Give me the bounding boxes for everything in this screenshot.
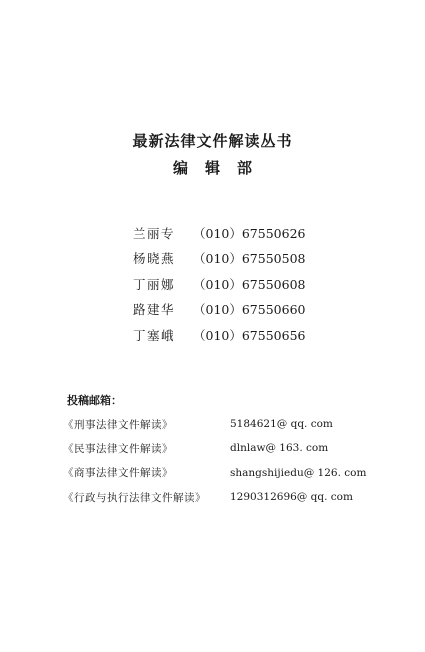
editor-contact-row xyxy=(133,271,393,297)
book-title: 《刑事法律文件解读》 xyxy=(63,418,173,431)
submission-email-row xyxy=(63,485,403,509)
series-title: 最新法律文件解读丛书 xyxy=(132,132,293,150)
editor-contact-row xyxy=(133,246,393,272)
book-title: 《民事法律文件解读》 xyxy=(63,442,173,455)
editor-phone: （010）67550660 xyxy=(193,302,306,318)
editor-name: 杨晓燕 xyxy=(133,251,176,267)
book-title: 《行政与执行法律文件解读》 xyxy=(63,491,206,504)
editor-phone: （010）67550626 xyxy=(193,225,306,241)
editor-contact-row xyxy=(133,220,393,246)
editor-phone: （010）67550656 xyxy=(193,327,306,343)
editor-contact-row xyxy=(133,297,393,323)
submission-email-address: shangshijiedu@ 126. com xyxy=(230,466,367,479)
submission-email-address: 1290312696@ qq. com xyxy=(230,491,353,504)
submission-email-address: dlnlaw@ 163. com xyxy=(230,442,329,455)
submission-email-row xyxy=(63,436,403,460)
editorial-department-title: 编辑部 xyxy=(172,159,269,177)
editor-phone: （010）67550608 xyxy=(193,276,306,292)
submission-email-row xyxy=(63,461,403,485)
editor-name: 兰丽专 xyxy=(133,225,176,241)
submission-email-address: 5184621@ qq. com xyxy=(230,418,333,431)
book-title: 《商事法律文件解读》 xyxy=(63,467,173,480)
editor-contact-list xyxy=(133,220,393,348)
editor-name: 路建华 xyxy=(133,302,176,318)
editor-contact-row xyxy=(133,322,393,348)
editor-name: 丁塞峨 xyxy=(133,327,176,343)
submission-email-list xyxy=(63,412,403,509)
editor-phone: （010）67550508 xyxy=(193,251,306,267)
editor-name: 丁丽娜 xyxy=(133,276,176,292)
submission-email-heading: 投稿邮箱： xyxy=(67,394,122,407)
submission-email-row xyxy=(63,412,403,436)
